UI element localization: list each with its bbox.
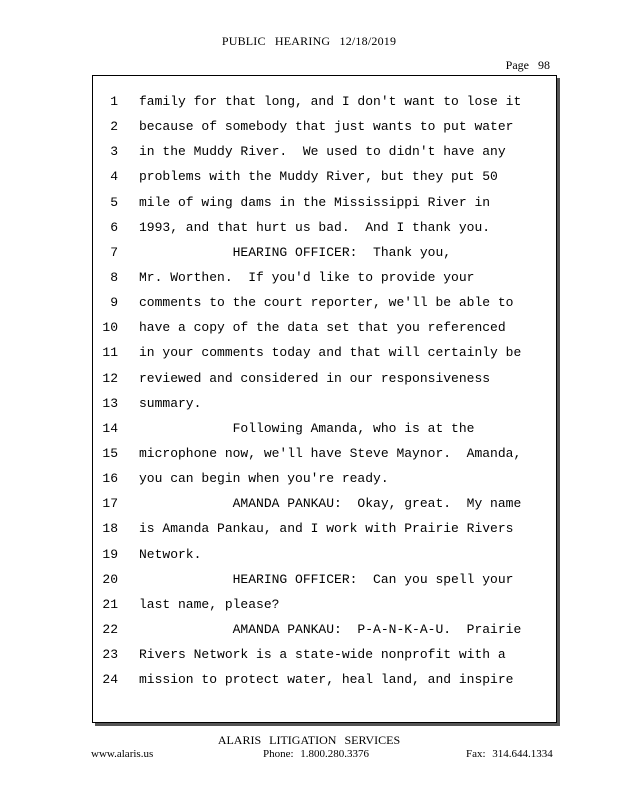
transcript-line (0, 115, 618, 140)
footer-company: ALARIS LITIGATION SERVICES (217, 733, 401, 747)
transcript-line (0, 241, 618, 266)
line-text: reviewed and considered in our responsiveness (139, 370, 491, 386)
footer-phone: Phone: 1.800.280.3376 (263, 748, 370, 760)
line-text: Following Amanda, who is at the (139, 420, 475, 436)
transcript-line (0, 517, 618, 542)
transcript-line (0, 392, 618, 417)
line-text: summary. (139, 395, 202, 411)
line-number: 21 (102, 596, 118, 612)
transcript-line (0, 442, 618, 467)
line-text: AMANDA PANKAU: Okay, great. My name (139, 496, 522, 512)
transcript-line (0, 467, 618, 492)
line-number: 16 (102, 471, 118, 487)
transcript-line (0, 266, 618, 291)
line-number: 20 (102, 571, 118, 587)
line-text: comments to the court reporter, we'll be able to (139, 295, 514, 311)
line-number: 2 (110, 119, 118, 135)
transcript-line (0, 543, 618, 568)
line-text: microphone now, we'll have Steve Maynor. Amanda, (139, 445, 522, 461)
line-text: in the Muddy River. We used to didn't have any (139, 144, 506, 160)
transcript-line (0, 291, 618, 316)
transcript-line (0, 191, 618, 216)
line-number: 5 (110, 194, 118, 210)
line-number: 13 (102, 395, 118, 411)
line-text: mission to protect water, heal land, and inspire (139, 672, 514, 688)
line-number: 14 (102, 420, 118, 436)
line-text: HEARING OFFICER: Thank you, (139, 244, 452, 260)
line-number: 3 (110, 144, 118, 160)
line-number: 1 (110, 94, 118, 109)
transcript-line (0, 593, 618, 618)
line-text: because of somebody that just wants to put water (139, 119, 514, 135)
line-text: have a copy of the data set that you referenced (139, 320, 506, 336)
transcript-line (0, 643, 618, 668)
line-text: is Amanda Pankau, and I work with Prairie Rivers (139, 521, 514, 537)
line-number: 6 (110, 219, 118, 235)
line-text: 1993, and that hurt us bad. And I thank you. (139, 219, 491, 235)
line-number: 9 (110, 295, 118, 311)
transcript-line (0, 618, 618, 643)
transcript-line (0, 492, 618, 517)
line-text: family for that long, and I don't want to lose it (139, 94, 522, 109)
line-number: 4 (110, 169, 118, 185)
footer-website[interactable]: www.alaris.us (91, 748, 154, 760)
line-number: 18 (102, 521, 118, 537)
line-number: 19 (102, 546, 118, 562)
transcript-lines (0, 90, 618, 693)
footer-fax: Fax: 314.644.1334 (466, 748, 553, 760)
transcript-line (0, 90, 618, 115)
line-text: HEARING OFFICER: Can you spell your (139, 571, 514, 587)
line-text: mile of wing dams in the Mississippi River in (139, 194, 491, 210)
line-number: 24 (102, 672, 118, 688)
transcript-line (0, 140, 618, 165)
line-text: in your comments today and that will certainly be (139, 345, 522, 361)
line-text: Rivers Network is a state-wide nonprofit with a (139, 647, 506, 663)
transcript-line (0, 568, 618, 593)
line-text: problems with the Muddy River, but they put 50 (139, 169, 498, 185)
line-number: 12 (102, 370, 118, 386)
transcript-line (0, 417, 618, 442)
page-header-title: PUBLIC HEARING 12/18/2019 (221, 34, 397, 48)
line-number: 17 (102, 496, 118, 512)
transcript-line (0, 216, 618, 241)
transcript-line (0, 668, 618, 693)
line-text: you can begin when you're ready. (139, 471, 389, 487)
page-number: Page 98 (505, 58, 550, 72)
transcript-line (0, 367, 618, 392)
line-number: 22 (102, 621, 118, 637)
line-number: 23 (102, 647, 118, 663)
line-number: 7 (110, 244, 118, 260)
line-number: 11 (102, 345, 118, 361)
line-number: 8 (110, 269, 118, 285)
line-text: Network. (139, 546, 202, 562)
transcript-line (0, 165, 618, 190)
transcript-line (0, 316, 618, 341)
line-text: Mr. Worthen. If you'd like to provide your (139, 269, 475, 285)
line-text: last name, please? (139, 596, 280, 612)
line-number: 15 (102, 445, 118, 461)
line-number: 10 (102, 320, 118, 336)
transcript-line (0, 341, 618, 366)
line-text: AMANDA PANKAU: P-A-N-K-A-U. Prairie (139, 621, 522, 637)
